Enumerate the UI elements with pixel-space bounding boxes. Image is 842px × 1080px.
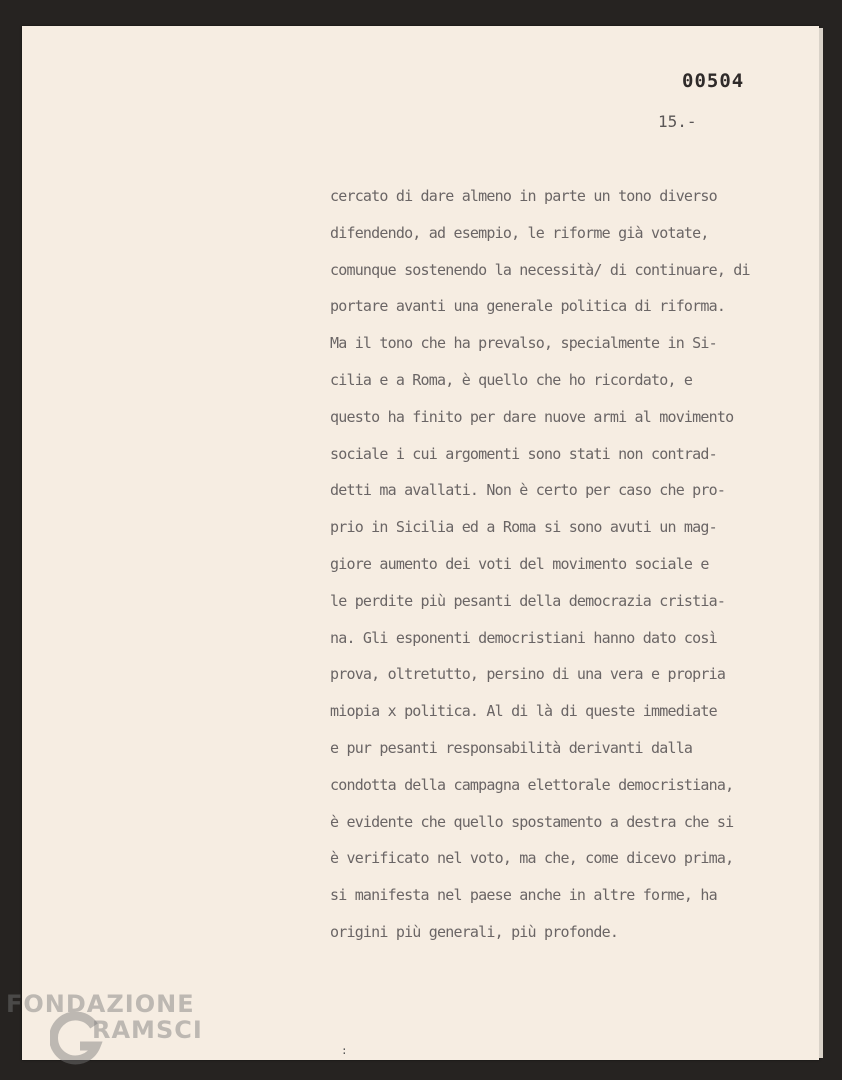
text-line: e pur pesanti responsabilità derivanti dalla	[330, 738, 693, 757]
text-line: detti ma avallati. Non è certo per caso che pro-	[330, 481, 726, 500]
watermark-line1: FONDAZIONE	[6, 990, 195, 1018]
text-line: comunque sostenendo la necessità/ di continuare, di	[330, 260, 750, 279]
text-line: difendendo, ad esempio, le riforme già votate,	[330, 223, 709, 242]
text-line: condotta della campagna elettorale democristiana,	[330, 775, 734, 794]
text-line: è verificato nel voto, ma che, come dicevo prima,	[330, 849, 734, 868]
archive-number: 00504	[682, 70, 745, 92]
text-line: Ma il tono che ha prevalso, specialmente in Si-	[330, 334, 717, 353]
text-line: portare avanti una generale politica di riforma.	[330, 297, 726, 316]
fondazione-gramsci-watermark	[6, 990, 216, 1070]
text-line: na. Gli esponenti democristiani hanno dato così	[330, 628, 717, 647]
text-line: cilia e a Roma, è quello che ho ricordato, e	[330, 370, 693, 389]
text-line: sociale i cui argomenti sono stati non contrad-	[330, 444, 717, 463]
typewritten-text	[330, 178, 830, 951]
page-number: 15.-	[658, 112, 697, 131]
text-line: questo ha finito per dare nuove armi al movimento	[330, 407, 734, 426]
text-line: è evidente che quello spostamento a destra che si	[330, 812, 734, 831]
bottom-mark: :	[341, 1044, 348, 1057]
text-line: le perdite più pesanti della democrazia cristia-	[330, 591, 726, 610]
text-line: prio in Sicilia ed a Roma si sono avuti un mag-	[330, 518, 717, 537]
text-line: giore aumento dei voti del movimento sociale e	[330, 554, 709, 573]
text-line: prova, oltretutto, persino di una vera e propria	[330, 665, 726, 684]
text-line: cercato di dare almeno in parte un tono diverso	[330, 187, 717, 205]
text-line: miopia x politica. Al di là di queste immediate	[330, 702, 717, 721]
text-line: origini più generali, più profonde.	[330, 922, 619, 941]
watermark-line2: RAMSCI	[92, 1016, 203, 1044]
text-line: si manifesta nel paese anche in altre forme, ha	[330, 886, 717, 905]
